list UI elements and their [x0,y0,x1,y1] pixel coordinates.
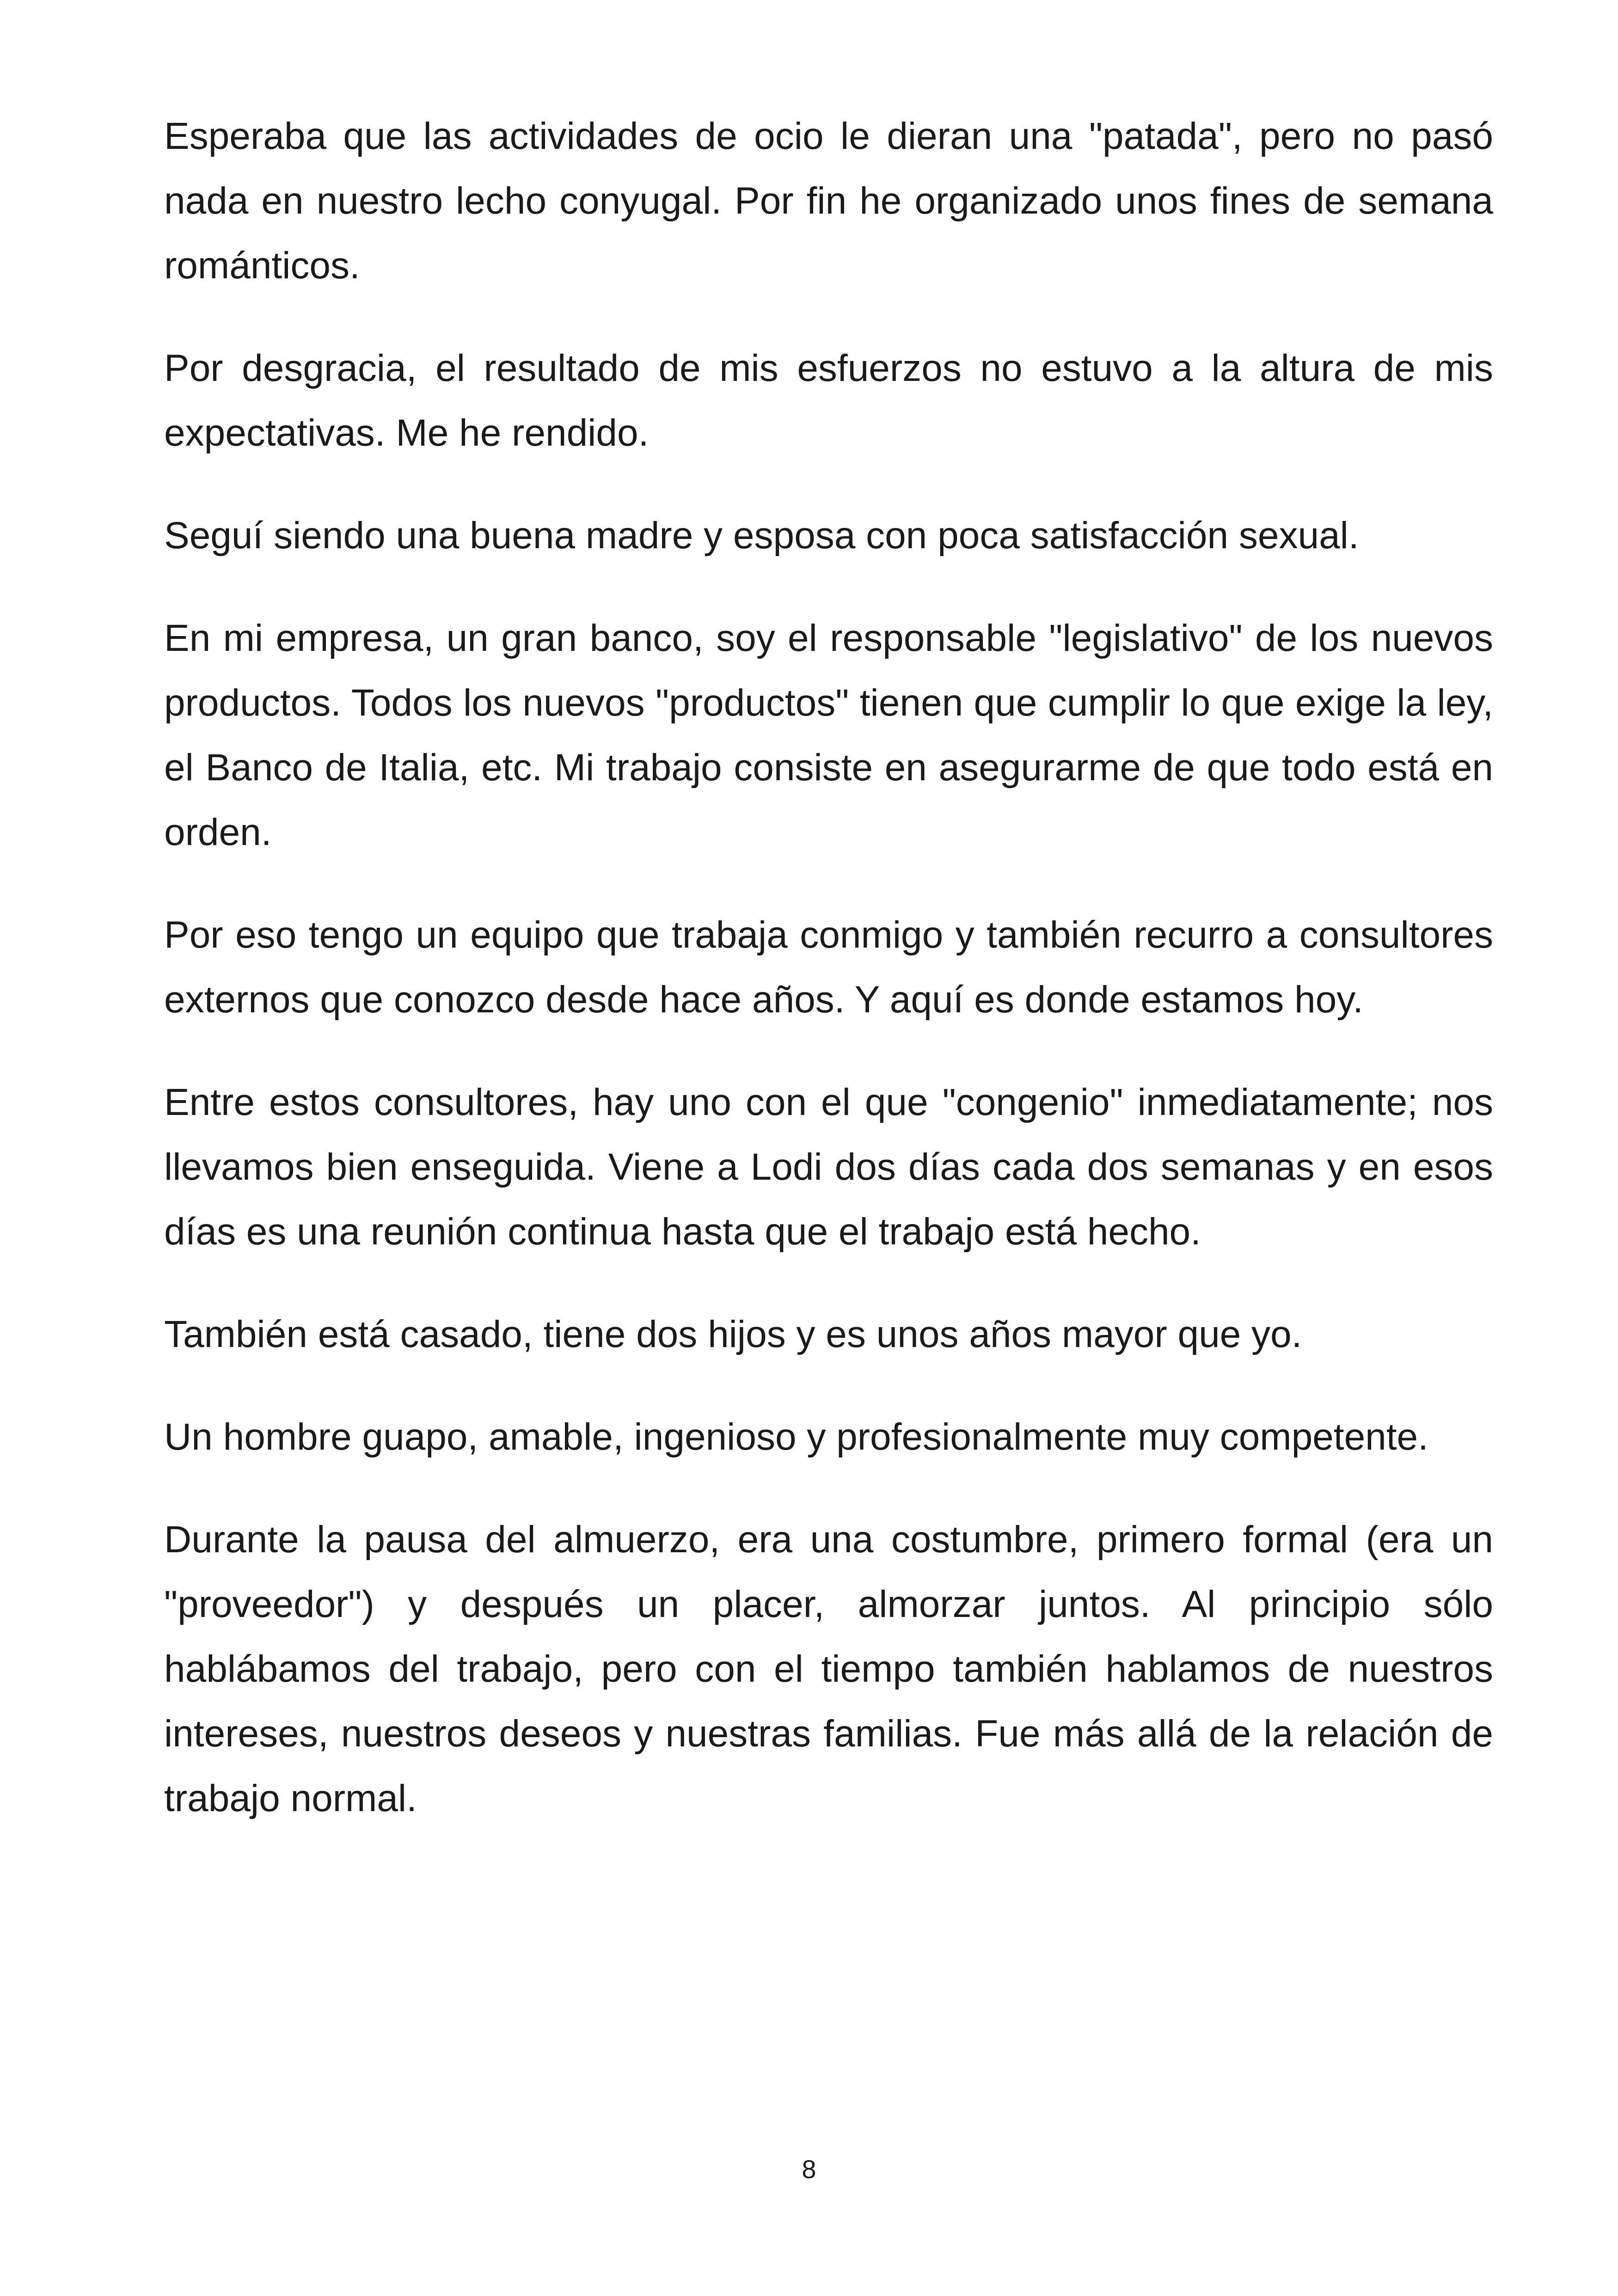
paragraph: En mi empresa, un gran banco, soy el responsable "legislativo" de los nuevos productos. Todos los nuevos "productos" tienen que cumplir lo que exige la ley, el Banco de Italia, etc. Mi trabajo consiste en asegurarme de que todo está en orden. [164,617,1493,853]
paragraph: También está casado, tiene dos hijos y es unos años mayor que yo. [164,1313,1302,1355]
page-number: 8 [802,2155,816,2184]
paragraph: Un hombre guapo, amable, ingenioso y profesionalmente muy competente. [164,1416,1428,1458]
body-text [164,104,1493,1869]
paragraph: Esperaba que las actividades de ocio le dieran una "patada", pero no pasó nada en nuestro lecho conyugal. Por fin he organizado unos fines de semana románticos. [164,115,1493,287]
paragraph: Por desgracia, el resultado de mis esfuerzos no estuvo a la altura de mis expectativas. Me he rendido. [164,347,1493,454]
paragraph: Por eso tengo un equipo que trabaja conmigo y también recurro a consultores externos que conozco desde hace años. Y aquí es donde estamos hoy. [164,914,1493,1021]
paragraph: Durante la pausa del almuerzo, era una costumbre, primero formal (era un "proveedor") y después un placer, almorzar juntos. Al principio sólo hablábamos del trabajo, pero con el tiempo también hablamos de nuestros intereses, nuestros deseos y nuestras familias. Fue más allá de la relación de trabajo normal. [164,1518,1493,1819]
paragraph: Seguí siendo una buena madre y esposa con poca satisfacción sexual. [164,514,1359,557]
paragraph: Entre estos consultores, hay uno con el que "congenio" inmediatamente; nos llevamos bien enseguida. Viene a Lodi dos días cada dos semanas y en esos días es una reunión continua hasta que el trabajo está hecho. [164,1081,1493,1253]
